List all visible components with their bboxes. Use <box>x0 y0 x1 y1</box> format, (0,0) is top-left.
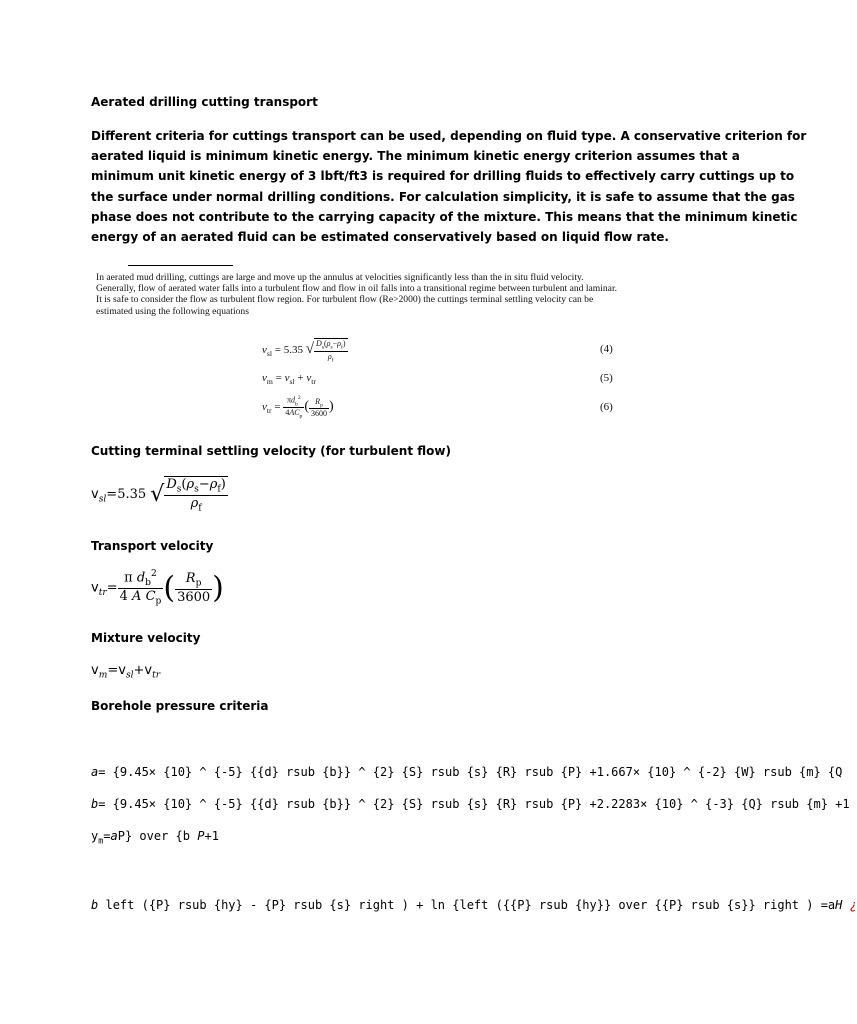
section-heading-mixture: Mixture velocity <box>91 631 201 645</box>
intro-line: the surface under normal drilling conditions. For calculation simplicity, it is safe to assume that the gas <box>91 189 795 204</box>
intro-line: phase does not contribute to the carrying capacity of the mixture. This means that the minimum kinetic <box>91 209 798 224</box>
intro-paragraph <box>91 126 807 247</box>
footnote-line: In aerated mud drilling, cuttings are large and move up the annulus at velocities significantly less than the in situ fluid velocity. <box>96 272 584 283</box>
intro-line: minimum unit kinetic energy of 3 lbft/ft3 is required for drilling fluids to effectively carry cuttings up to <box>91 169 795 184</box>
section-heading-settling: Cutting terminal settling velocity (for turbulent flow) <box>91 444 451 458</box>
equation-settling-velocity: $v_{sl}=5.35$ √ $\frac{D_s(\rho_s-\rho_f)}{\rho_f}$ <box>91 477 226 514</box>
section-heading-borehole: Borehole pressure criteria <box>91 699 269 713</box>
equation-a-raw: a= {9.45× {10} ^ {-5} {{d} rsub {b}} ^ {2} {S} rsub {s} {R} rsub {P} +1.667× {10} ^ {-2} {W} rsub {m} {Q <box>91 765 843 779</box>
excerpt-equation-6: $v_{tr}$ = $\frac{\pi d_b^2}{4AC_p}$ ( $\frac{R_p}{3600}$ ) <box>262 395 334 420</box>
equation-transport-velocity: $v_{tr}=$ $\frac{\pi d_b^2}{4 A C_p}$ ( $\frac{R_p}{3600}$ ) <box>91 569 224 607</box>
excerpt-equation-4: $v_{sl} = 5.35$ √ $\frac{D_s(\rho_s-\rho_f)}{\rho_f}$ <box>262 339 346 364</box>
broken-glyph-mark: ¿ <box>849 898 857 912</box>
equation-ym-raw: $y_m=aP$} over {b P+1 <box>91 829 219 846</box>
excerpt-equation-5: $v_m = v_{sl} + v_{tr}$ <box>262 372 316 387</box>
footnote-line: estimated using the following equations <box>96 305 249 317</box>
footnote-excerpt <box>96 272 671 317</box>
footnote-separator <box>128 265 233 266</box>
intro-line: Different criteria for cuttings transport can be used, depending on fluid type. A conservative criterion for <box>91 129 807 143</box>
equation-number-5: (5) <box>600 372 613 384</box>
document-title: Aerated drilling cutting transport <box>91 95 318 109</box>
intro-line: aerated liquid is minimum kinetic energy. The minimum kinetic energy criterion assumes that a <box>91 149 740 164</box>
equation-number-6: (6) <box>600 401 613 413</box>
section-heading-transport: Transport velocity <box>91 539 214 553</box>
equation-b-raw: b= {9.45× {10} ^ {-5} {{d} rsub {b}} ^ {2} {S} rsub {s} {R} rsub {P} +2.2283× {10} ^ {-3} {Q} rsub {m} +1 <box>91 797 850 811</box>
equation-last-raw: b left ({P} rsub {hy} - {P} rsub {s} right ) + ln {left ({{P} rsub {hy}} over {{P} rsub {s}} right ) =aH ¿ <box>91 898 857 912</box>
footnote-line: Generally, flow of aerated water falls into a turbulent flow and flow in oil falls into a transitional regime between turbulent and laminar. <box>96 283 618 295</box>
footnote-line: It is safe to consider the flow as turbulent flow region. For turbulent flow (Re>2000) the cuttings terminal settling velocity can be <box>96 294 594 306</box>
intro-line: energy of an aerated fluid can be estimated conservatively based on liquid flow rate. <box>91 230 669 245</box>
equation-mixture-velocity: $v_m=v_{sl}+v_{tr}$ <box>91 663 161 681</box>
equation-number-4: (4) <box>600 343 613 355</box>
